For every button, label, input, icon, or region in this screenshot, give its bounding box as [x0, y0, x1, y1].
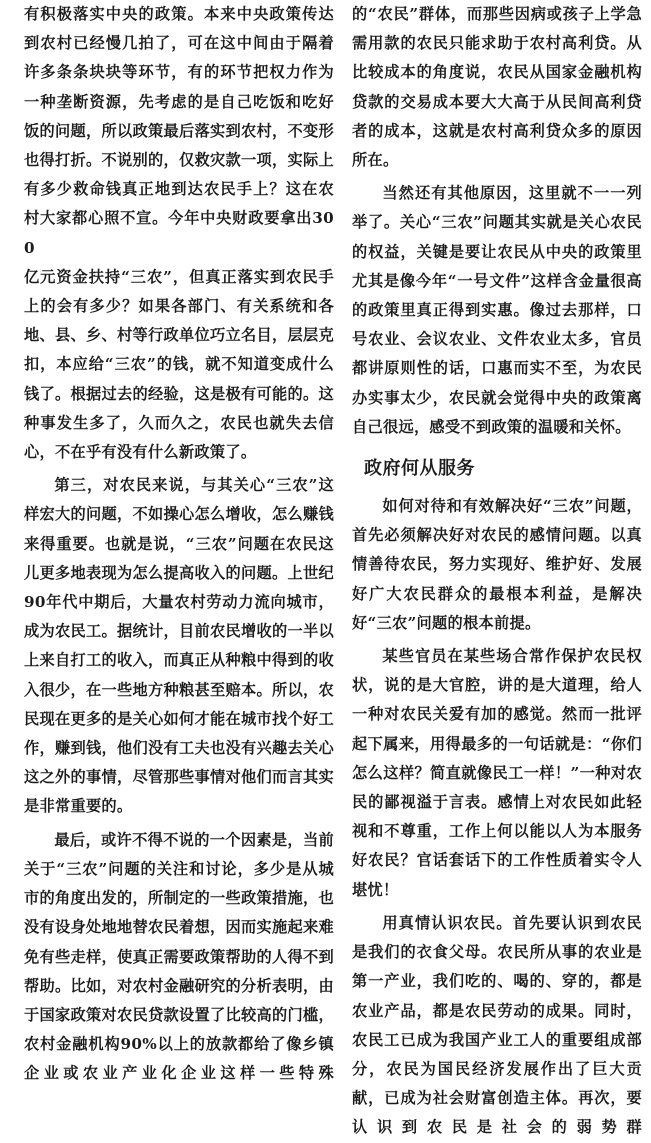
paragraph-other-reasons: 当然还有其他原因，这里就不一一列举了。关心“三农”问题其实就是关心农民的权益，关键是要让农民从中央的政策里尤其是像今年“一号文件”这样含金量很高的政策里真正得到实惠。像过去那样，口号农业、会议农业、文件农业太多，官员都讲原则性的话，口惠而实不至，为农民办实事太少，农民就会觉得中央的政策离自己很远，感受不到政策的温暖和关怀。	[352, 184, 642, 436]
text-line: 饭的问题，所以政策最后落实到农村，不变形	[24, 121, 334, 140]
text-line: 亿元资金扶持“三农”，但真正落实到农民手	[24, 267, 334, 286]
right-column	[352, 0, 642, 1143]
text-line: 钱了。根据过去的经验，这是极有可能的。这	[24, 384, 334, 403]
paragraph-emotional-issue: 如何对待和有效解决好“三农”问题，首先必须解决好对农民的感情问题。以真情善待农民，努力实现好、维护好、发展好广大农民群众的最根本利益，是解决好“三农”问题的根本前提。	[352, 497, 642, 632]
section-heading: 政府何从服务	[364, 458, 475, 480]
text-line: 地、县、乡、村等行政单位巧立名目，层层克	[24, 326, 334, 345]
text-line: 种事发生多了，久而久之，农民也就失去信	[24, 413, 334, 432]
text-line: 扣，本应给“三农”的钱，就不知道变成什么	[24, 355, 334, 374]
text-line: 有积极落实中央的政策。本来中央政策传达	[24, 5, 334, 23]
text-line: 上的会有多少？如果各部门、有关系统和各	[24, 297, 334, 316]
text-line: 一种垄断资源，先考虑的是自己吃饭和吃好	[24, 92, 334, 111]
text-line: 有多少救命钱真正地到达农民手上？这在农	[24, 180, 334, 199]
text-line: 村大家都心照不宣。今年中央财政要拿出300	[24, 209, 334, 257]
text-line: 心，不在乎有没有什么新政策了。	[24, 443, 257, 462]
paragraph-know-farmers: 用真情认识农民。首先要认识到农民是我们的衣食父母。农民所从事的农业是第一产业，我们吃的、喝的、穿的，都是农业产品，都是农民劳动的成果。同时，农民工已成为我国产业工人的重要组成部分，农民为国民经济发展作出了巨大贡献，已成为社会财富创造主体。再次，要认识到农民是社会的弱势群	[352, 913, 642, 1137]
paragraph-officials-attitude: 某些官员在某些场合常作保护农民权状，说的是大官腔，讲的是大道理，给人一种对农民关爱有加的感觉。然而一批评起下属来，用得最多的一句话就是：“你们怎么这样？简直就像民工一样！”一种对农民的鄙视溢于言表。感情上对农民如此轻视和不尊重，工作上何以能以人为本服务好农民？官话套话下的工作性质着实令人堪忧！	[352, 647, 642, 899]
paragraph-last-factor: 最后，或许不得不说的一个因素是，当前关于“三农”问题的关注和讨论，多少是从城市的角度出发的，所制定的一些政策措施，也没有设身处地地替农民着想，因而实施起来难免有些走样，使真正需要政策帮助的人得不到帮助。比如，对农村金融研究的分析表明，由于国家政策对农民贷款设置了比较高的门槛，农村金融机构90%以上的放款都给了像乡镇企业或农业产业化企业这样一些特殊	[24, 830, 334, 1083]
text-line: 许多条条块块等环节，有的环节把权力作为	[24, 63, 334, 82]
left-column	[24, 0, 334, 1089]
paragraph-third-point: 第三，对农民来说，与其关心“三农”这样宏大的问题，不如操心怎么增收，怎么赚钱来得重要。也就是说，“三农”问题在农民这儿更多地表现为怎么提高收入的问题。上世纪90年代中期后，大量农村劳动力流向城市，成为农民工。据统计，目前农民增收的一半以上来自打工的收入，而真正从种粮中得到的收入很少，在一些地方种粮甚至赔本。所以，农民现在更多的是关心如何才能在城市找个好工作，赚到钱，他们没有工夫也没有兴趣去关心这之外的事情，尽管那些事情对他们而言其实是非常重要的。	[24, 476, 334, 816]
paragraph-continued-policy	[24, 0, 334, 467]
paragraph-continued-rural-credit: 的“农民”群体，而那些因病或孩子上学急需用款的农民只能求助于农村高利贷。从比较成本的角度说，农民从国家金融机构贷款的交易成本要大大高于从民间高利贷者的成本，这就是农村高利贷众多的原因所在。	[352, 5, 642, 170]
text-line: 也得打折。不说别的，仅救灾款一项，实际上	[24, 151, 334, 170]
text-line: 到农村已经慢几拍了，可在这中间由于隔着	[24, 34, 334, 53]
